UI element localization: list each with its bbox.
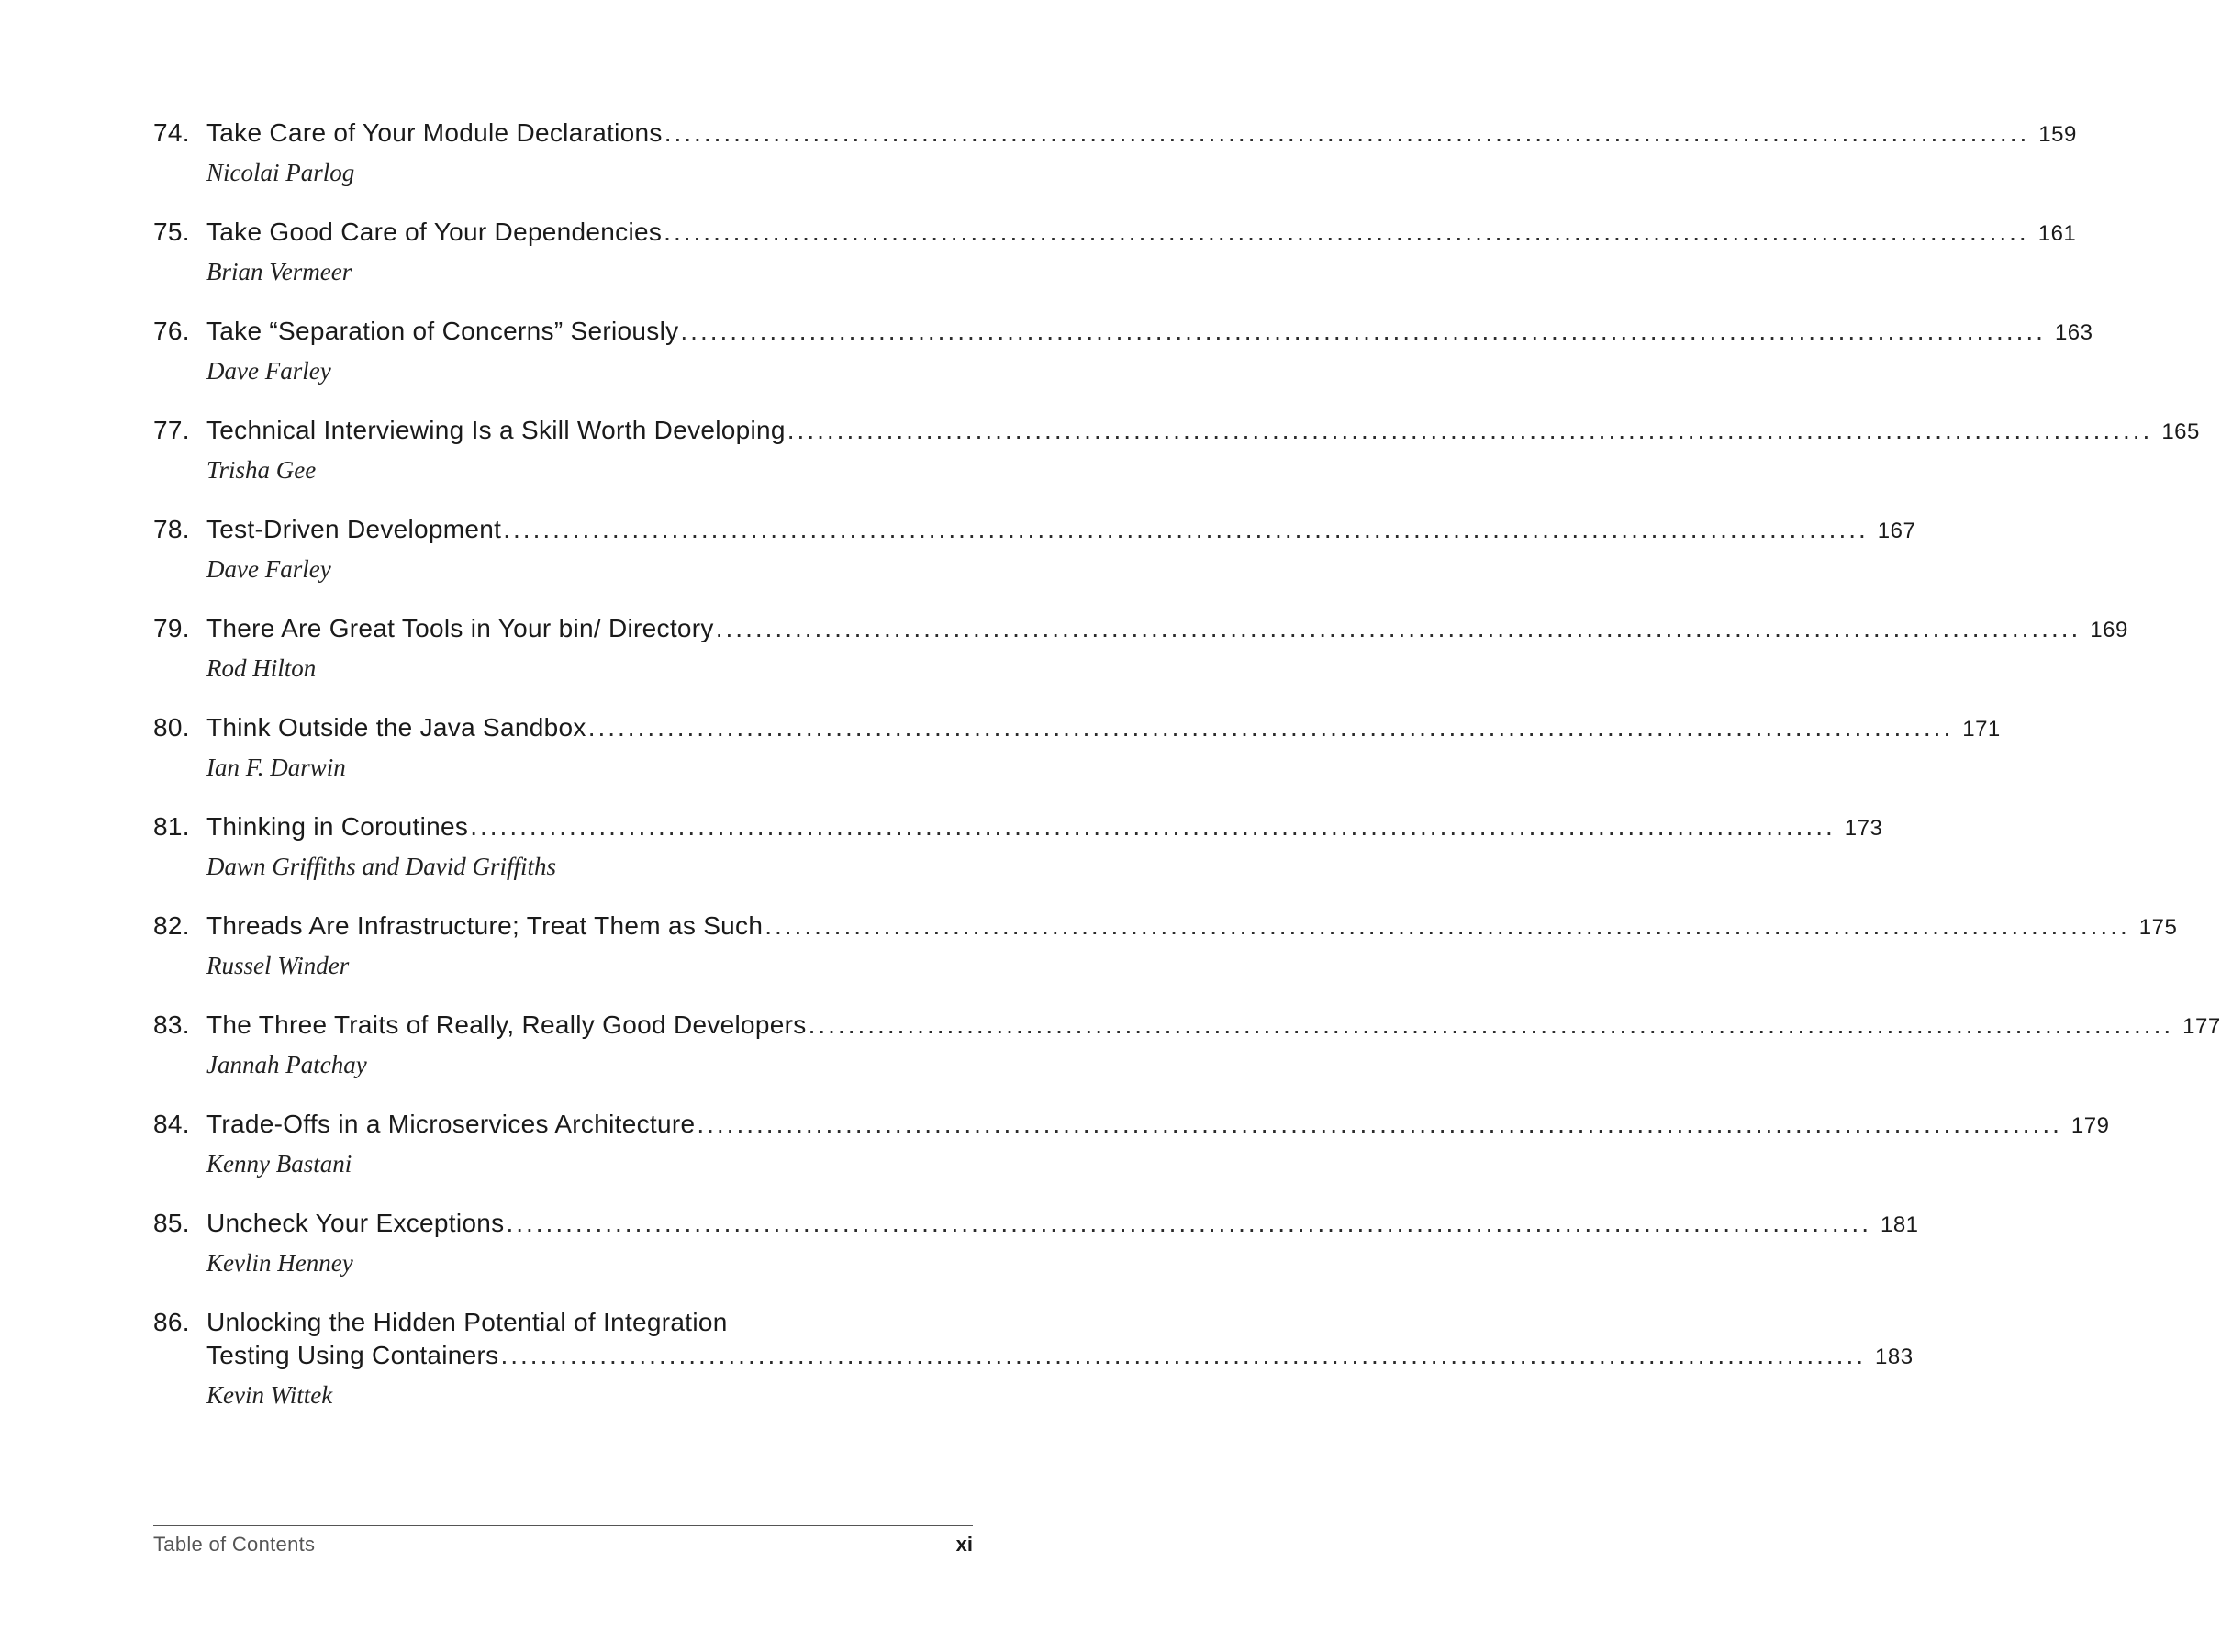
entry-body	[206, 810, 1883, 882]
entry-title-row	[206, 1339, 1914, 1374]
entry-title-first-line[interactable]: Unlocking the Hidden Potential of Integration	[206, 1308, 728, 1336]
toc-entry[interactable]	[153, 711, 2001, 810]
entry-page-number[interactable]: 179	[2070, 1113, 2110, 1138]
entry-body	[206, 216, 2077, 287]
entry-number: 84.	[153, 1110, 190, 1138]
running-footer-label: Table of Contents	[153, 1533, 316, 1556]
entry-title[interactable]: Testing Using Containers	[206, 1341, 499, 1369]
entry-number: 82.	[153, 911, 190, 940]
entry-title[interactable]: Take Care of Your Module Declarations	[206, 118, 663, 147]
entry-page-number[interactable]: 167	[1877, 519, 1916, 543]
entry-number: 76.	[153, 317, 190, 345]
entry-body	[206, 1009, 2221, 1080]
dot-leader: ..........................................................................................................................................	[587, 713, 1954, 742]
entry-author: Nicolai Parlog	[206, 159, 355, 186]
toc-entry[interactable]	[153, 216, 2077, 315]
toc-entry[interactable]	[153, 1108, 2110, 1207]
toc-entry[interactable]	[153, 810, 1883, 910]
toc-entry[interactable]	[153, 315, 2093, 414]
footer-divider	[153, 1525, 973, 1526]
entry-author: Dawn Griffiths and David Griffiths	[206, 853, 557, 880]
entry-body	[206, 414, 2200, 486]
dot-leader: ..........................................................................................................................................	[787, 416, 2153, 444]
entry-body	[206, 711, 2001, 783]
entry-title[interactable]: Uncheck Your Exceptions	[206, 1209, 505, 1237]
entry-author: Russel Winder	[206, 952, 350, 979]
entry-number: 85.	[153, 1209, 190, 1237]
dot-leader: ..........................................................................................................................................	[808, 1010, 2174, 1039]
entry-page-number[interactable]: 173	[1844, 816, 1883, 841]
dot-leader: ..........................................................................................................................................	[715, 614, 2081, 642]
entry-author: Kenny Bastani	[206, 1150, 352, 1178]
entry-title[interactable]: The Three Traits of Really, Really Good Developers	[206, 1010, 807, 1039]
dot-leader: ..........................................................................................................................................	[680, 317, 2046, 345]
entry-author: Dave Farley	[206, 357, 331, 385]
entry-body	[206, 910, 2178, 981]
entry-title[interactable]: Take Good Care of Your Dependencies	[206, 218, 663, 246]
entry-body	[206, 513, 1916, 585]
entry-title-row	[206, 1108, 2110, 1143]
dot-leader: ..........................................................................................................................................	[765, 911, 2130, 940]
entry-number: 83.	[153, 1010, 190, 1039]
toc-entry[interactable]	[153, 612, 2128, 711]
entry-number: 80.	[153, 713, 190, 742]
entry-number: 86.	[153, 1308, 190, 1336]
entry-title-row	[206, 910, 2178, 944]
dot-leader: ..........................................................................................................................................	[506, 1209, 1871, 1237]
table-of-contents-list	[153, 117, 2221, 1438]
entry-title[interactable]: Technical Interviewing Is a Skill Worth Developing	[206, 416, 786, 444]
entry-title[interactable]: Trade-Offs in a Microservices Architecture	[206, 1110, 696, 1138]
entry-author: Ian F. Darwin	[206, 753, 346, 781]
entry-body	[206, 612, 2128, 684]
entry-title[interactable]: Take “Separation of Concerns” Seriously	[206, 317, 679, 345]
dot-leader: ..........................................................................................................................................	[697, 1110, 2062, 1138]
entry-body	[206, 1108, 2110, 1179]
entry-title-row	[206, 117, 2077, 151]
entry-title-row	[206, 612, 2128, 647]
entry-page-number[interactable]: 177	[2182, 1014, 2221, 1039]
entry-author: Trisha Gee	[206, 456, 317, 484]
entry-page-number[interactable]: 169	[2090, 618, 2128, 642]
entry-title-row	[206, 1009, 2221, 1044]
entry-title[interactable]: There Are Great Tools in Your bin/ Directory	[206, 614, 714, 642]
entry-title[interactable]: Thinking in Coroutines	[206, 812, 469, 841]
entry-page-number[interactable]: 163	[2054, 320, 2093, 345]
dot-leader: ..........................................................................................................................................	[664, 218, 2029, 246]
toc-entry[interactable]	[153, 910, 2178, 1009]
entry-number: 75.	[153, 218, 190, 246]
entry-body	[206, 1207, 1919, 1278]
toc-entry[interactable]	[153, 1207, 1919, 1306]
entry-title-row	[206, 711, 2001, 746]
entry-title[interactable]: Think Outside the Java Sandbox	[206, 713, 586, 742]
entry-page-number[interactable]: 165	[2161, 419, 2200, 444]
entry-title-row	[206, 1207, 1919, 1242]
entry-page-number[interactable]: 159	[2038, 122, 2077, 147]
entry-title-row	[206, 810, 1883, 845]
dot-leader: ..........................................................................................................................................	[500, 1341, 1867, 1369]
entry-page-number[interactable]: 183	[1875, 1345, 1914, 1369]
toc-entry[interactable]	[153, 1009, 2221, 1108]
folio-page-number: xi	[955, 1533, 973, 1556]
dot-leader: ..........................................................................................................................................	[503, 515, 1869, 543]
entry-author: Brian Vermeer	[206, 258, 352, 285]
entry-body	[206, 1306, 1914, 1411]
dot-leader: ..........................................................................................................................................	[470, 812, 1836, 841]
entry-title-row	[206, 216, 2077, 251]
toc-entry[interactable]	[153, 513, 1916, 612]
entry-title[interactable]: Test-Driven Development	[206, 515, 502, 543]
entry-number: 81.	[153, 812, 190, 841]
entry-author: Kevin Wittek	[206, 1381, 333, 1409]
entry-title[interactable]: Threads Are Infrastructure; Treat Them as Such	[206, 911, 764, 940]
entry-number: 79.	[153, 614, 190, 642]
entry-page-number[interactable]: 161	[2037, 221, 2077, 246]
dot-leader: ..........................................................................................................................................	[664, 118, 2030, 147]
entry-number: 78.	[153, 515, 190, 543]
toc-entry[interactable]	[153, 414, 2200, 513]
toc-entry[interactable]	[153, 1306, 1914, 1438]
entry-body	[206, 315, 2093, 386]
entry-number: 77.	[153, 416, 190, 444]
entry-title-row	[206, 414, 2200, 449]
entry-number: 74.	[153, 118, 190, 147]
entry-page-number[interactable]: 181	[1880, 1212, 1919, 1237]
entry-page-number[interactable]: 175	[2138, 915, 2178, 940]
entry-author: Kevlin Henney	[206, 1249, 353, 1277]
entry-body	[206, 117, 2077, 188]
entry-author: Rod Hilton	[206, 654, 317, 682]
entry-title-row	[206, 513, 1916, 548]
entry-author: Jannah Patchay	[206, 1051, 367, 1078]
entry-page-number[interactable]: 171	[1962, 717, 2001, 742]
entry-author: Dave Farley	[206, 555, 331, 583]
entry-title-row	[206, 315, 2093, 350]
toc-entry[interactable]	[153, 117, 2077, 216]
